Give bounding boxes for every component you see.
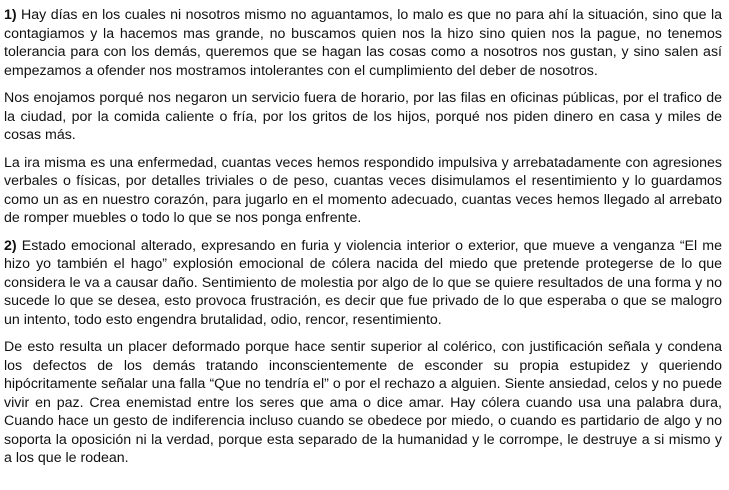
paragraph-5: [4, 338, 722, 468]
paragraph-text: La ira misma es una enfermedad, cuantas veces hemos respondido impulsiva y arrebatadamente con agresiones verbales o físicas, por detalles triviales o de peso, cuantas veces disimulamos el resentimiento y lo guardamos como un as en nuestro corazón, para jugarlo en el momento adecuado, cuantas veces hemos llegado al arrebato de romper muebles o todo lo que se nos ponga enfrente.: [4, 154, 722, 226]
paragraph-text: Nos enojamos porqué nos negaron un servicio fuera de horario, por las filas en oficinas públicas, por el trafico de la ciudad, por la comida caliente o fría, por los gritos de los hijos, porqué nos piden dinero en casa y miles de cosas más.: [4, 90, 722, 143]
paragraph-number: 2): [4, 237, 17, 254]
paragraph-number: 1): [4, 7, 17, 23]
paragraph-4: [4, 237, 722, 330]
paragraph-1: [4, 6, 722, 80]
paragraph-2: [4, 89, 722, 145]
document-body: [4, 6, 722, 468]
paragraph-text: Hay días en los cuales ni nosotros mismo no aguantamos, lo malo es que no para ahí la situación, sino que la contagiamos y la hacemos mas grande, no buscamos quien nos la hizo sino quien nos la pague, no tenemos tolerancia para con los demás, queremos que se hagan las cosas como a nosotros nos gustan, y sino salen así empezamos a ofender nos mostramos intolerantes con el cumplimiento del deber de nosotros.: [4, 7, 722, 79]
paragraph-3: [4, 154, 722, 228]
paragraph-text: De esto resulta un placer deformado porque hace sentir superior al colérico, con justificación señala y condena los defectos de los demás tratando inconscientemente de esconder su propia estupidez y queriendo hipócritamente señalar una falla “Que no tendría el” o por el rechazo a alguien. Siente ansiedad, celos y no puede vivir en paz. Crea enemistad entre los seres que ama o dice amar. Hay cólera cuando usa una palabra dura, Cuando hace un gesto de indiferencia incluso cuando se obedece por miedo, o cuando es partidario de algo y no soporta la oposición ni la verdad, porque esta separado de la humanidad y le corrompe, le destruye a si mismo y a los que le rodean.: [4, 339, 722, 466]
paragraph-text: Estado emocional alterado, expresando en furia y violencia interior o exterior, que mueve a venganza “El me hizo yo también el hago” explosión emocional de cólera nacida del miedo que pretende protegerse de lo que considera le va a causar daño. Sentimiento de molestia por algo de lo que se quiere resultados de una forma y no sucede lo que se desea, esto provoca frustración, es decir que fue privado de lo que esperaba o que se malogro un intento, todo esto engendra brutalidad, odio, rencor, resentimiento.: [4, 237, 722, 328]
